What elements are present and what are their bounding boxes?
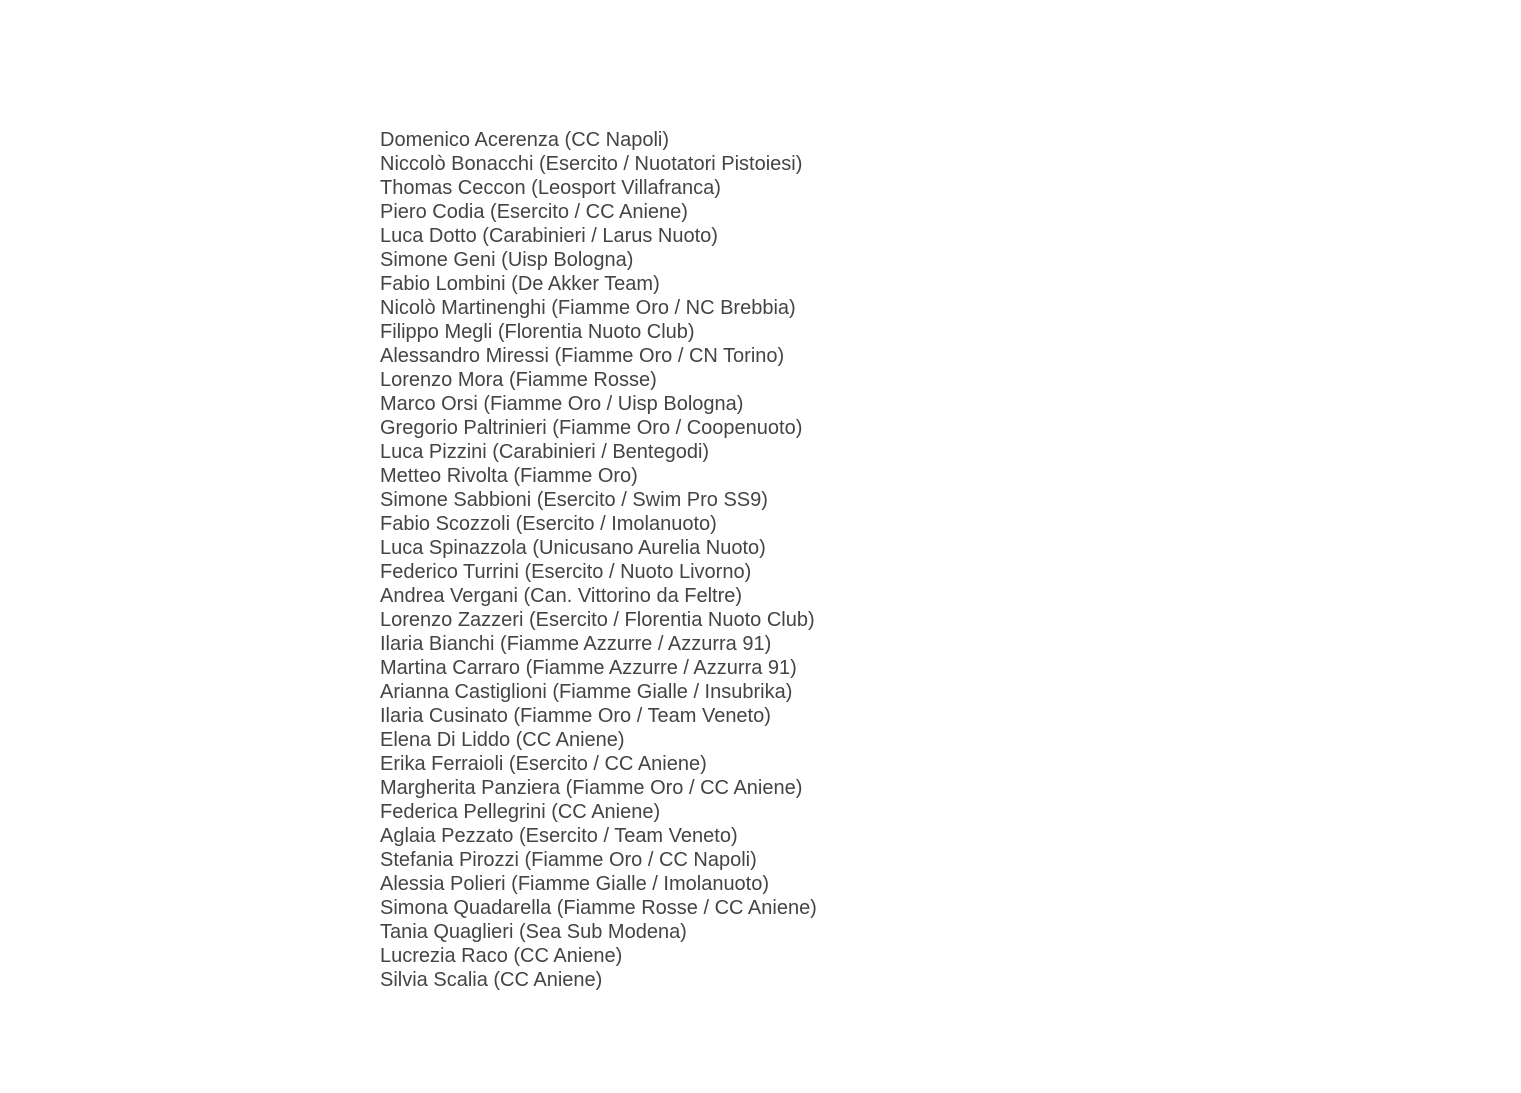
list-item: Metteo Rivolta (Fiamme Oro) [380,465,638,487]
list-item: Filippo Megli (Florentia Nuoto Club) [380,321,695,343]
list-item: Nicolò Martinenghi (Fiamme Oro / NC Brebbia) [380,297,796,319]
list-item: Tania Quaglieri (Sea Sub Modena) [380,921,687,943]
list-item: Domenico Acerenza (CC Napoli) [380,129,670,151]
list-item: Marco Orsi (Fiamme Oro / Uisp Bologna) [380,393,744,415]
list-item: Fabio Scozzoli (Esercito / Imolanuoto) [380,513,717,535]
list-item: Ilaria Cusinato (Fiamme Oro / Team Veneto) [380,705,771,727]
list-item: Simone Sabbioni (Esercito / Swim Pro SS9) [380,489,768,511]
list-item: Niccolò Bonacchi (Esercito / Nuotatori Pistoiesi) [380,153,803,175]
list-item: Federica Pellegrini (CC Aniene) [380,801,661,823]
list-item: Gregorio Paltrinieri (Fiamme Oro / Coopenuoto) [380,417,803,439]
list-item: Federico Turrini (Esercito / Nuoto Livorno) [380,561,752,583]
list-item: Margherita Panziera (Fiamme Oro / CC Aniene) [380,777,803,799]
list-item: Simone Geni (Uisp Bologna) [380,249,634,271]
list-item: Luca Pizzini (Carabinieri / Bentegodi) [380,441,710,463]
list-item: Martina Carraro (Fiamme Azzurre / Azzurra 91) [380,657,797,679]
list-item: Alessandro Miressi (Fiamme Oro / CN Torino) [380,345,785,367]
list-item: Arianna Castiglioni (Fiamme Gialle / Insubrika) [380,681,793,703]
list-item: Simona Quadarella (Fiamme Rosse / CC Aniene) [380,897,817,919]
list-item: Lucrezia Raco (CC Aniene) [380,945,623,967]
list-item: Alessia Polieri (Fiamme Gialle / Imolanuoto) [380,873,770,895]
list-item: Fabio Lombini (De Akker Team) [380,273,660,295]
list-item: Ilaria Bianchi (Fiamme Azzurre / Azzurra 91) [380,633,772,655]
list-item: Luca Spinazzola (Unicusano Aurelia Nuoto) [380,537,766,559]
list-item: Silvia Scalia (CC Aniene) [380,969,603,991]
list-item: Piero Codia (Esercito / CC Aniene) [380,201,688,223]
list-item: Thomas Ceccon (Leosport Villafranca) [380,177,721,199]
list-item: Erika Ferraioli (Esercito / CC Aniene) [380,753,707,775]
athlete-list [380,128,817,992]
list-item: Aglaia Pezzato (Esercito / Team Veneto) [380,825,738,847]
list-item: Elena Di Liddo (CC Aniene) [380,729,625,751]
list-item: Lorenzo Mora (Fiamme Rosse) [380,369,657,391]
list-item: Lorenzo Zazzeri (Esercito / Florentia Nuoto Club) [380,609,815,631]
list-item: Stefania Pirozzi (Fiamme Oro / CC Napoli) [380,849,757,871]
list-item: Luca Dotto (Carabinieri / Larus Nuoto) [380,225,718,247]
list-item: Andrea Vergani (Can. Vittorino da Feltre) [380,585,743,607]
